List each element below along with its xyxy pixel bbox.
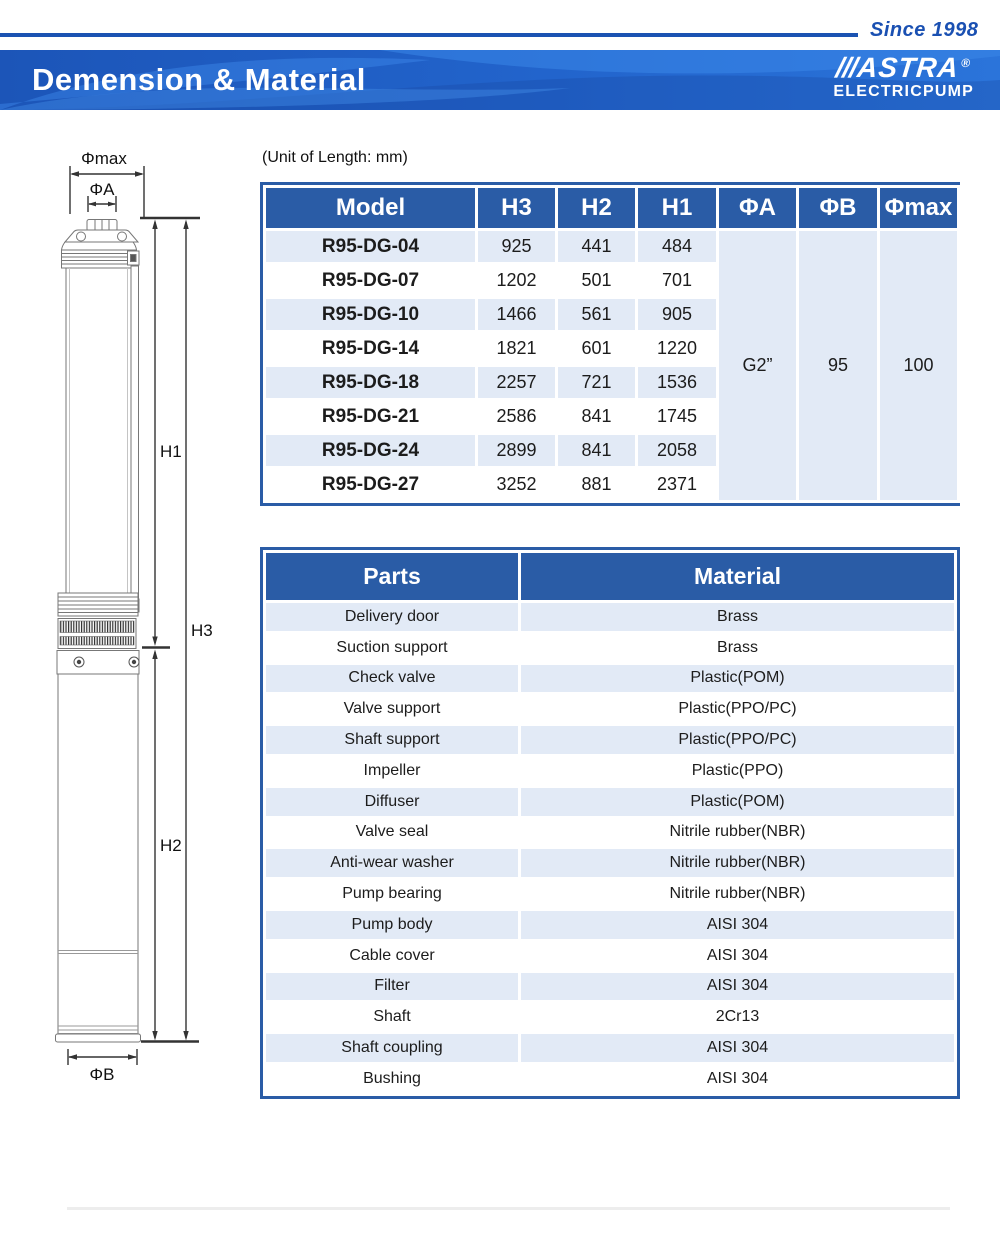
parts-table-header-row [265, 552, 956, 602]
parts-table-row [265, 971, 956, 1002]
value-cell: 2371 [637, 468, 718, 502]
bolt-band [57, 651, 139, 675]
value-cell: 841 [557, 434, 637, 468]
registered-trademark-icon: ® [960, 55, 973, 70]
logo-subtitle: ELECTRICPUMP [833, 83, 974, 100]
part-name-cell: Filter [265, 971, 520, 1002]
parts-table-container [260, 547, 960, 1099]
part-name-cell: Anti-wear washer [265, 848, 520, 879]
value-cell: 1745 [637, 400, 718, 434]
model-cell: R95-DG-21 [265, 400, 477, 434]
column-header: Parts [265, 552, 520, 602]
part-name-cell: Cable cover [265, 940, 520, 971]
value-cell: 501 [557, 264, 637, 298]
dimension-table [263, 185, 960, 503]
part-name-cell: Pump body [265, 909, 520, 940]
value-cell: 1536 [637, 366, 718, 400]
dim-label-phi-a: ΦA [89, 180, 115, 199]
material-cell: AISI 304 [520, 1063, 956, 1094]
model-cell: R95-DG-27 [265, 468, 477, 502]
part-name-cell: Pump bearing [265, 879, 520, 910]
column-header: ΦA [718, 187, 798, 230]
lifting-ear-bracket [65, 230, 138, 242]
value-cell: 601 [557, 332, 637, 366]
logo-mark [832, 54, 976, 82]
material-cell: 2Cr13 [520, 1002, 956, 1033]
material-cell: AISI 304 [520, 909, 956, 940]
material-cell: Brass [520, 602, 956, 633]
dim-label-h2: H2 [160, 836, 182, 855]
value-cell: 441 [557, 230, 637, 264]
value-cell: 1821 [477, 332, 557, 366]
parts-table-row [265, 786, 956, 817]
motor-body [58, 674, 138, 1038]
value-cell: 484 [637, 230, 718, 264]
value-cell: 1220 [637, 332, 718, 366]
value-cell: 905 [637, 298, 718, 332]
parts-material-table [263, 550, 957, 1096]
model-cell: R95-DG-04 [265, 230, 477, 264]
part-name-cell: Suction support [265, 632, 520, 663]
parts-table-row [265, 1002, 956, 1033]
pump-technical-drawing [40, 140, 230, 1090]
value-cell: 925 [477, 230, 557, 264]
parts-table-row [265, 848, 956, 879]
value-cell: 1466 [477, 298, 557, 332]
parts-table-row [265, 940, 956, 971]
material-cell: Plastic(PPO/PC) [520, 694, 956, 725]
model-cell: R95-DG-24 [265, 434, 477, 468]
top-ribbed-section [62, 250, 137, 268]
material-cell: Plastic(POM) [520, 663, 956, 694]
material-cell: Brass [520, 632, 956, 663]
material-cell: AISI 304 [520, 971, 956, 1002]
material-cell: Plastic(PPO/PC) [520, 725, 956, 756]
parts-table-row [265, 632, 956, 663]
pump-body [66, 268, 131, 593]
logo-slashes: /// [834, 52, 859, 83]
logo-name: ASTRA [856, 52, 961, 83]
dim-label-h3: H3 [191, 621, 213, 640]
material-cell: Nitrile rubber(NBR) [520, 817, 956, 848]
cable-guard [131, 266, 139, 612]
value-cell: 721 [557, 366, 637, 400]
material-cell: AISI 304 [520, 1033, 956, 1064]
model-cell: R95-DG-10 [265, 298, 477, 332]
column-header: H2 [557, 187, 637, 230]
part-name-cell: Impeller [265, 755, 520, 786]
column-header: Φmax [879, 187, 959, 230]
parts-table-row [265, 1033, 956, 1064]
footer-divider-line [67, 1207, 950, 1210]
material-cell: Nitrile rubber(NBR) [520, 848, 956, 879]
parts-table-row [265, 879, 956, 910]
part-name-cell: Valve seal [265, 817, 520, 848]
top-divider-line [0, 33, 858, 37]
column-header: ΦB [798, 187, 879, 230]
dimension-table-container [260, 182, 960, 506]
dim-label-h1: H1 [160, 442, 182, 461]
bottom-cap [56, 1034, 141, 1042]
page-title: Demension & Material [32, 62, 366, 97]
part-name-cell: Shaft coupling [265, 1033, 520, 1064]
value-cell: 701 [637, 264, 718, 298]
material-cell: Plastic(POM) [520, 786, 956, 817]
merged-value-cell: G2” [718, 230, 798, 502]
parts-table-row [265, 602, 956, 633]
column-header: Material [520, 552, 956, 602]
dim-label-phi-max: Φmax [81, 149, 127, 168]
part-name-cell: Diffuser [265, 786, 520, 817]
dimension-table-header-row [265, 187, 959, 230]
value-cell: 2058 [637, 434, 718, 468]
value-cell: 1202 [477, 264, 557, 298]
material-cell: AISI 304 [520, 940, 956, 971]
value-cell: 2899 [477, 434, 557, 468]
value-cell: 2586 [477, 400, 557, 434]
value-cell: 561 [557, 298, 637, 332]
value-cell: 881 [557, 468, 637, 502]
column-header: H1 [637, 187, 718, 230]
material-cell: Plastic(PPO) [520, 755, 956, 786]
value-cell: 841 [557, 400, 637, 434]
merged-value-cell: 100 [879, 230, 959, 502]
part-name-cell: Check valve [265, 663, 520, 694]
column-header: H3 [477, 187, 557, 230]
column-header: Model [265, 187, 477, 230]
parts-table-row [265, 725, 956, 756]
part-name-cell: Shaft support [265, 725, 520, 756]
parts-table-row [265, 755, 956, 786]
part-name-cell: Valve support [265, 694, 520, 725]
parts-table-row [265, 663, 956, 694]
part-name-cell: Shaft [265, 1002, 520, 1033]
parts-table-row [265, 909, 956, 940]
material-cell: Nitrile rubber(NBR) [520, 879, 956, 910]
header-banner [0, 50, 1000, 110]
value-cell: 3252 [477, 468, 557, 502]
merged-value-cell: 95 [798, 230, 879, 502]
parts-table-row [265, 817, 956, 848]
dimension-table-row [265, 230, 959, 264]
part-name-cell: Delivery door [265, 602, 520, 633]
unit-note: (Unit of Length: mm) [262, 149, 408, 166]
since-1998-label: Since 1998 [870, 19, 979, 41]
brand-logo [833, 54, 974, 100]
parts-table-row [265, 1063, 956, 1094]
model-cell: R95-DG-14 [265, 332, 477, 366]
model-cell: R95-DG-07 [265, 264, 477, 298]
value-cell: 2257 [477, 366, 557, 400]
parts-table-row [265, 694, 956, 725]
model-cell: R95-DG-18 [265, 366, 477, 400]
part-name-cell: Bushing [265, 1063, 520, 1094]
dim-label-phi-b: ΦB [89, 1065, 115, 1084]
